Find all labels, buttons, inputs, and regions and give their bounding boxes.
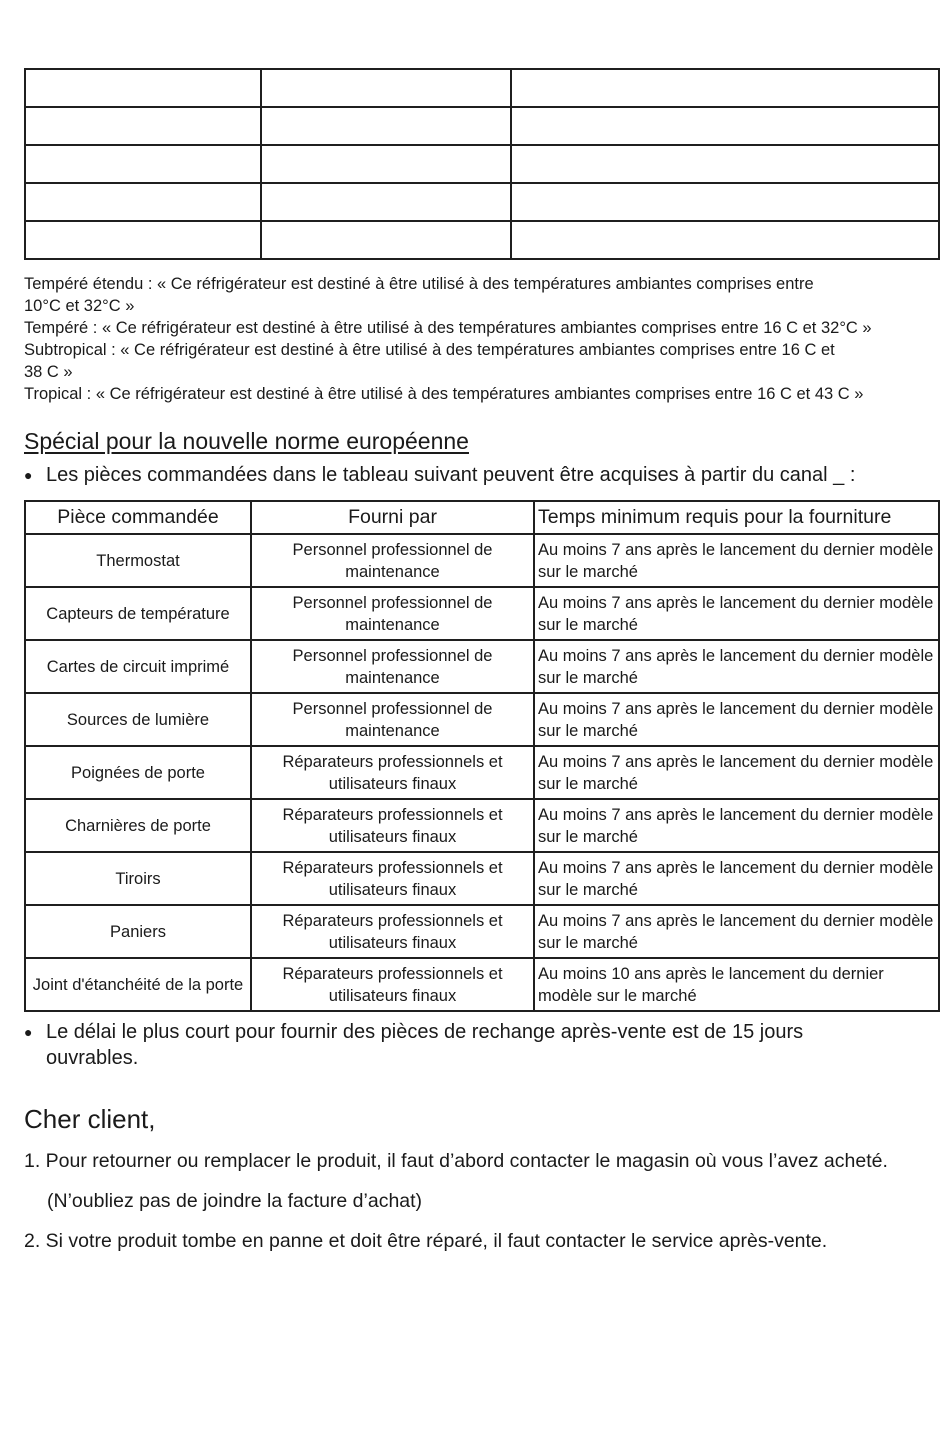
cell-part: Thermostat [25, 534, 251, 587]
bullet-delay [24, 1019, 864, 1071]
empty-table [24, 68, 940, 260]
cell-time: Au moins 7 ans après le lancement du dernier modèle sur le marché [534, 799, 939, 852]
bullet-dot-icon: ● [24, 467, 33, 483]
table-row [25, 958, 939, 1011]
climate-note-line: Tempéré étendu : « Ce réfrigérateur est destiné à être utilisé à des températures ambiantes comprises entre [24, 275, 814, 293]
table-row [25, 799, 939, 852]
empty-table-cell [261, 107, 511, 145]
bullet-dot-icon: ● [24, 1024, 33, 1040]
cell-part: Capteurs de température [25, 587, 251, 640]
table-row [25, 587, 939, 640]
climate-note-line: 10°C et 32°C » [24, 297, 135, 315]
climate-note-subtropical [24, 339, 942, 383]
table-row [25, 693, 939, 746]
cell-part: Charnières de porte [25, 799, 251, 852]
climate-class-notes [24, 273, 942, 405]
cell-part: Joint d'étanchéité de la porte [25, 958, 251, 1011]
cell-provider: Réparateurs professionnels et utilisateurs finaux [251, 746, 534, 799]
climate-note-line: Subtropical : « Ce réfrigérateur est destiné à être utilisé à des températures ambiantes comprises entre 16 C et [24, 341, 835, 359]
cell-time: Au moins 7 ans après le lancement du dernier modèle sur le marché [534, 587, 939, 640]
cell-time: Au moins 7 ans après le lancement du dernier modèle sur le marché [534, 852, 939, 905]
table-row [25, 852, 939, 905]
table-row [25, 640, 939, 693]
table-header-row [25, 501, 939, 534]
empty-table-cell [25, 145, 261, 183]
climate-note-tropical [24, 383, 942, 405]
cell-provider: Réparateurs professionnels et utilisateurs finaux [251, 905, 534, 958]
instruction-item-2: 2. Si votre produit tombe en panne et doit être réparé, il faut contacter le service après-vente. [24, 1230, 828, 1252]
cell-part: Poignées de porte [25, 746, 251, 799]
cell-provider: Réparateurs professionnels et utilisateurs finaux [251, 852, 534, 905]
greeting: Cher client, [24, 1104, 156, 1134]
table-row [25, 905, 939, 958]
empty-table-cell [511, 221, 939, 259]
empty-table-cell [261, 69, 511, 107]
cell-provider: Personnel professionnel de maintenance [251, 534, 534, 587]
empty-table-row [25, 69, 939, 107]
cell-part: Tiroirs [25, 852, 251, 905]
cell-time: Au moins 7 ans après le lancement du dernier modèle sur le marché [534, 640, 939, 693]
cell-provider: Personnel professionnel de maintenance [251, 587, 534, 640]
cell-part: Paniers [25, 905, 251, 958]
instruction-item-1: 1. Pour retourner ou remplacer le produit, il faut d’abord contacter le magasin où vous l’avez acheté. [24, 1150, 888, 1172]
empty-table-cell [511, 107, 939, 145]
bullet-delay-text: Le délai le plus court pour fournir des pièces de rechange après-vente est de 15 jours ouvrables. [46, 1021, 804, 1069]
cell-time: Au moins 7 ans après le lancement du dernier modèle sur le marché [534, 693, 939, 746]
table-row [25, 746, 939, 799]
empty-table-row [25, 145, 939, 183]
climate-note-line: 38 C » [24, 363, 73, 381]
cell-time: Au moins 7 ans après le lancement du dernier modèle sur le marché [534, 534, 939, 587]
empty-table-cell [261, 221, 511, 259]
cell-time: Au moins 10 ans après le lancement du dernier modèle sur le marché [534, 958, 939, 1011]
cell-part: Sources de lumière [25, 693, 251, 746]
empty-table-cell [25, 221, 261, 259]
cell-provider: Personnel professionnel de maintenance [251, 640, 534, 693]
climate-note-extended-temperate [24, 273, 942, 317]
cell-part: Cartes de circuit imprimé [25, 640, 251, 693]
empty-table-cell [261, 183, 511, 221]
section-title: Spécial pour la nouvelle norme européenne [24, 428, 469, 454]
empty-table-cell [25, 183, 261, 221]
empty-table-row [25, 107, 939, 145]
header-provider: Fourni par [251, 501, 534, 534]
bullet-intro-text: Les pièces commandées dans le tableau suivant peuvent être acquises à partir du canal _ : [46, 464, 856, 486]
empty-table-cell [25, 69, 261, 107]
cell-time: Au moins 7 ans après le lancement du dernier modèle sur le marché [534, 905, 939, 958]
instruction-item-1-note: (N’oubliez pas de joindre la facture d’achat) [47, 1190, 423, 1212]
climate-note-line: Tempéré : « Ce réfrigérateur est destiné à être utilisé à des températures ambiantes comprises entre 16 C et 32°C » [24, 319, 872, 337]
empty-table-cell [25, 107, 261, 145]
cell-provider: Personnel professionnel de maintenance [251, 693, 534, 746]
header-time: Temps minimum requis pour la fourniture [534, 501, 939, 534]
climate-note-temperate [24, 317, 942, 339]
spare-parts-table-body [25, 534, 939, 1011]
empty-table-cell [511, 145, 939, 183]
empty-table-row [25, 221, 939, 259]
cell-provider: Réparateurs professionnels et utilisateurs finaux [251, 958, 534, 1011]
header-part: Pièce commandée [25, 501, 251, 534]
empty-table-cell [261, 145, 511, 183]
empty-table-body [25, 69, 939, 259]
empty-table-row [25, 183, 939, 221]
spare-parts-table [24, 500, 940, 1012]
empty-table-cell [511, 69, 939, 107]
cell-provider: Réparateurs professionnels et utilisateurs finaux [251, 799, 534, 852]
empty-table-cell [511, 183, 939, 221]
table-row [25, 534, 939, 587]
cell-time: Au moins 7 ans après le lancement du dernier modèle sur le marché [534, 746, 939, 799]
bullet-intro [24, 462, 924, 488]
climate-note-line: Tropical : « Ce réfrigérateur est destiné à être utilisé à des températures ambiantes comprises entre 16 C et 43 C » [24, 385, 864, 403]
